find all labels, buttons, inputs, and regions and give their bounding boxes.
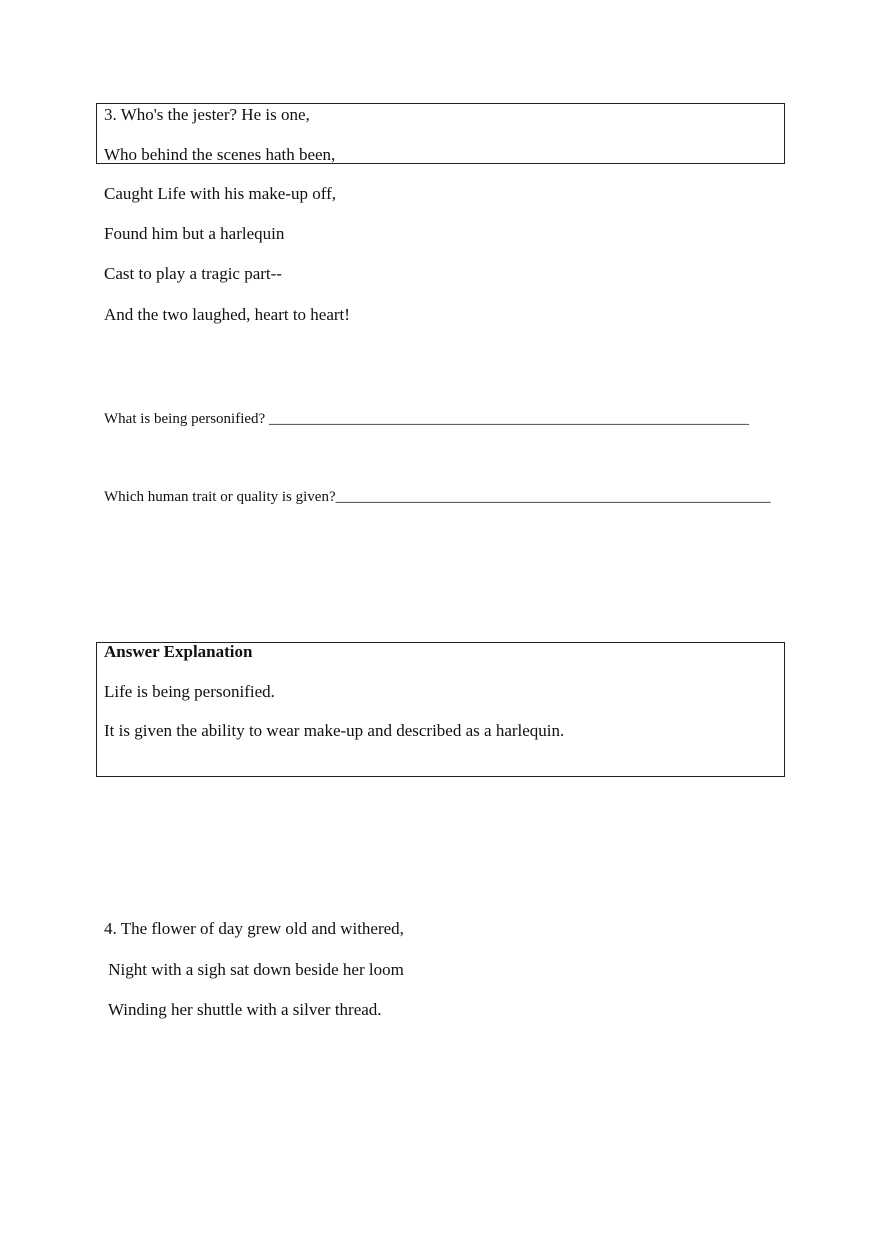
q4-poem-line-3: Winding her shuttle with a silver thread. xyxy=(104,1000,382,1019)
q3-poem-line-1: 3. Who's the jester? He is one, xyxy=(104,105,310,124)
q3-poem-line-6: And the two laughed, heart to heart! xyxy=(104,305,350,324)
trait-prompt: Which human trait or quality is given?__________________________________________________________ xyxy=(104,489,771,505)
q4-poem-line-1: 4. The flower of day grew old and withered, xyxy=(104,919,404,938)
q4-poem-line-2: Night with a sigh sat down beside her loom xyxy=(104,960,404,979)
q3-poem-line-2: Who behind the scenes hath been, xyxy=(104,145,336,164)
q3-poem-line-4: Found him but a harlequin xyxy=(104,224,285,243)
answer-line-2: It is given the ability to wear make-up and described as a harlequin. xyxy=(104,721,565,740)
personified-prompt: What is being personified? ________________________________________________________________ xyxy=(104,411,749,427)
q3-poem-line-3: Caught Life with his make-up off, xyxy=(104,184,336,203)
answer-explanation-heading: Answer Explanation xyxy=(104,642,253,661)
q3-poem-line-5: Cast to play a tragic part-- xyxy=(104,264,282,283)
answer-explanation-box xyxy=(96,642,785,777)
answer-line-1: Life is being personified. xyxy=(104,682,275,701)
